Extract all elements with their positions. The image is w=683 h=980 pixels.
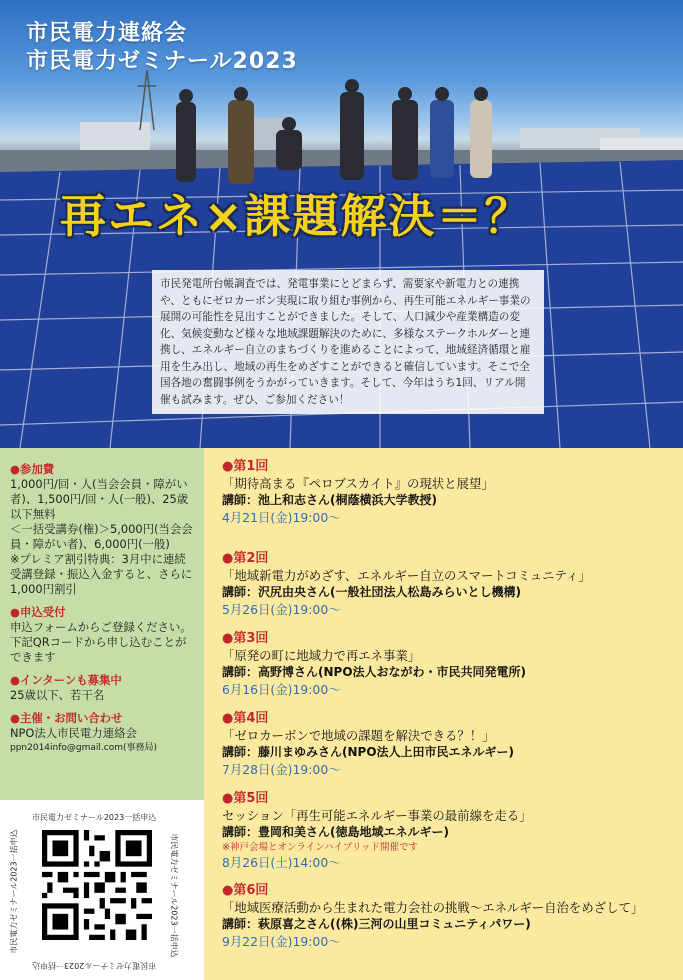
qr-caption-bottom: 市民電力ゼミナール2023一括申込 xyxy=(32,961,157,970)
session-4 xyxy=(222,710,674,778)
fee-text: 1,000円/回・人(当会会員・障がい者)、1,500円/回・人(一般)、25歳以下無料 xyxy=(10,477,189,521)
session-title: 「期待高まる『ペロブスカイト』の現状と展望」 xyxy=(222,476,494,491)
host-title: ●主催・お問い合わせ xyxy=(10,711,123,725)
session-3 xyxy=(222,630,674,698)
session-date: 5月26日(金)19:00～ xyxy=(222,602,341,617)
session-number: ●第2回 xyxy=(222,551,269,566)
session-title: セッション「再生可能エネルギー事業の最前線を走る」 xyxy=(222,808,532,823)
session-title: 「ゼロカーボンで地域の課題を解決できる？！」 xyxy=(222,728,495,743)
qr-caption-top: 市民電力ゼミナール2023一括申込 xyxy=(32,813,157,822)
info-panel xyxy=(0,448,204,800)
host-section xyxy=(10,711,194,756)
session-speaker: 講師：豊岡和美さん(徳島地域エネルギー) xyxy=(222,825,449,839)
session-speaker: 講師：高野博さん(NPO法人おながわ・市民共同発電所) xyxy=(222,665,527,679)
session-title: 「地域医療活動から生まれた電力会社の挑戦～エネルギー自治をめざして」 xyxy=(222,900,644,915)
host-name: NPO法人市民電力連絡会 xyxy=(10,726,137,740)
session-speaker: 講師：萩原喜之さん((株)三河の山里コミュニティパワー) xyxy=(222,917,531,931)
fee-bulk: ＜一括受講券(権)＞5,000円(当会会員・障がい者)、6,000円(一般) xyxy=(10,522,193,551)
qr-caption-right: 市民電力ゼミナール2023一括申込 xyxy=(169,833,179,958)
apply-title: ●申込受付 xyxy=(10,605,66,619)
session-speaker: 講師：沢尻由央さん(一般社団法人松島みらいとし機構) xyxy=(222,585,521,599)
apply-section xyxy=(10,605,194,665)
session-date: 9月22日(金)19:00～ xyxy=(222,934,341,949)
session-number: ●第5回 xyxy=(222,791,269,806)
qr-code-icon[interactable] xyxy=(42,830,152,940)
session-title: 「原発の町に地域力で再エネ事業」 xyxy=(222,648,421,663)
session-number: ●第4回 xyxy=(222,711,269,726)
header-title xyxy=(26,20,298,76)
session-date: 6月16日(金)19:00～ xyxy=(222,682,341,697)
session-5 xyxy=(222,790,674,871)
session-number: ●第1回 xyxy=(222,459,269,474)
host-email: ppn2014info@gmail.com(事務局) xyxy=(10,743,158,753)
intern-text: 25歳以下、若干名 xyxy=(10,688,105,702)
session-note: ※神戸会場とオンラインハイブリッド開催です xyxy=(222,842,418,853)
session-1 xyxy=(222,458,674,526)
session-speaker: 講師：池上和志さん(桐蔭横浜大学教授) xyxy=(222,493,437,507)
session-date: 7月28日(金)19:00～ xyxy=(222,762,341,777)
session-number: ●第3回 xyxy=(222,631,269,646)
session-6 xyxy=(222,882,674,950)
headline: 再エネ×課題解決＝？ xyxy=(60,189,533,243)
session-title: 「地域新電力がめざす、エネルギー自立のスマートコミュニティ」 xyxy=(222,568,591,583)
session-2 xyxy=(222,550,674,618)
fee-title: ●参加費 xyxy=(10,462,55,476)
fee-section xyxy=(10,462,194,597)
intern-title: ●インターンも募集中 xyxy=(10,673,122,687)
apply-text: 申込フォームからご登録ください。下記QRコードから申し込むことができます xyxy=(10,620,192,664)
session-date: 8月26日(土)14:00～ xyxy=(222,855,341,870)
org-name: 市民電力連絡会 xyxy=(26,21,188,46)
intern-section xyxy=(10,673,194,703)
session-speaker: 講師：藤川まゆみさん(NPO法人上田市民エネルギー) xyxy=(222,745,515,759)
intro-text: 市民発電所台帳調査では、発電事業にとどまらず、需要家や新電力との連携や、ともにゼロカーボン実現に取り組む事例から、再生可能エネルギー事業の展開の可能性を見出すことができました。そして、人口減少や産業構造の変化、気候変動など様々な地域課題解決のために、多様なステークホルダーと連携し、エネルギー自立のまちづくりを進めることによって、地域経済循環と雇用を生み出し、地域の再生をめざすことができると確信しています。そこで全国各地の奮闘事例をうかがっていきます。そして、今年はうち1回、リアル開催も試みます。ぜひ、ご参加ください！ xyxy=(152,270,544,414)
session-number: ●第6回 xyxy=(222,883,269,898)
fee-premium: ※プレミア割引特典：3月中に連続受講登録・振込入金すると、さらに1,000円割引 xyxy=(10,552,193,596)
qr-caption-left: 市民電力ゼミナール2023一括申込 xyxy=(9,829,19,954)
hero-photo xyxy=(0,0,683,448)
seminar-name: 市民電力ゼミナール2023 xyxy=(26,49,298,74)
session-date: 4月21日(金)19:00～ xyxy=(222,510,341,525)
